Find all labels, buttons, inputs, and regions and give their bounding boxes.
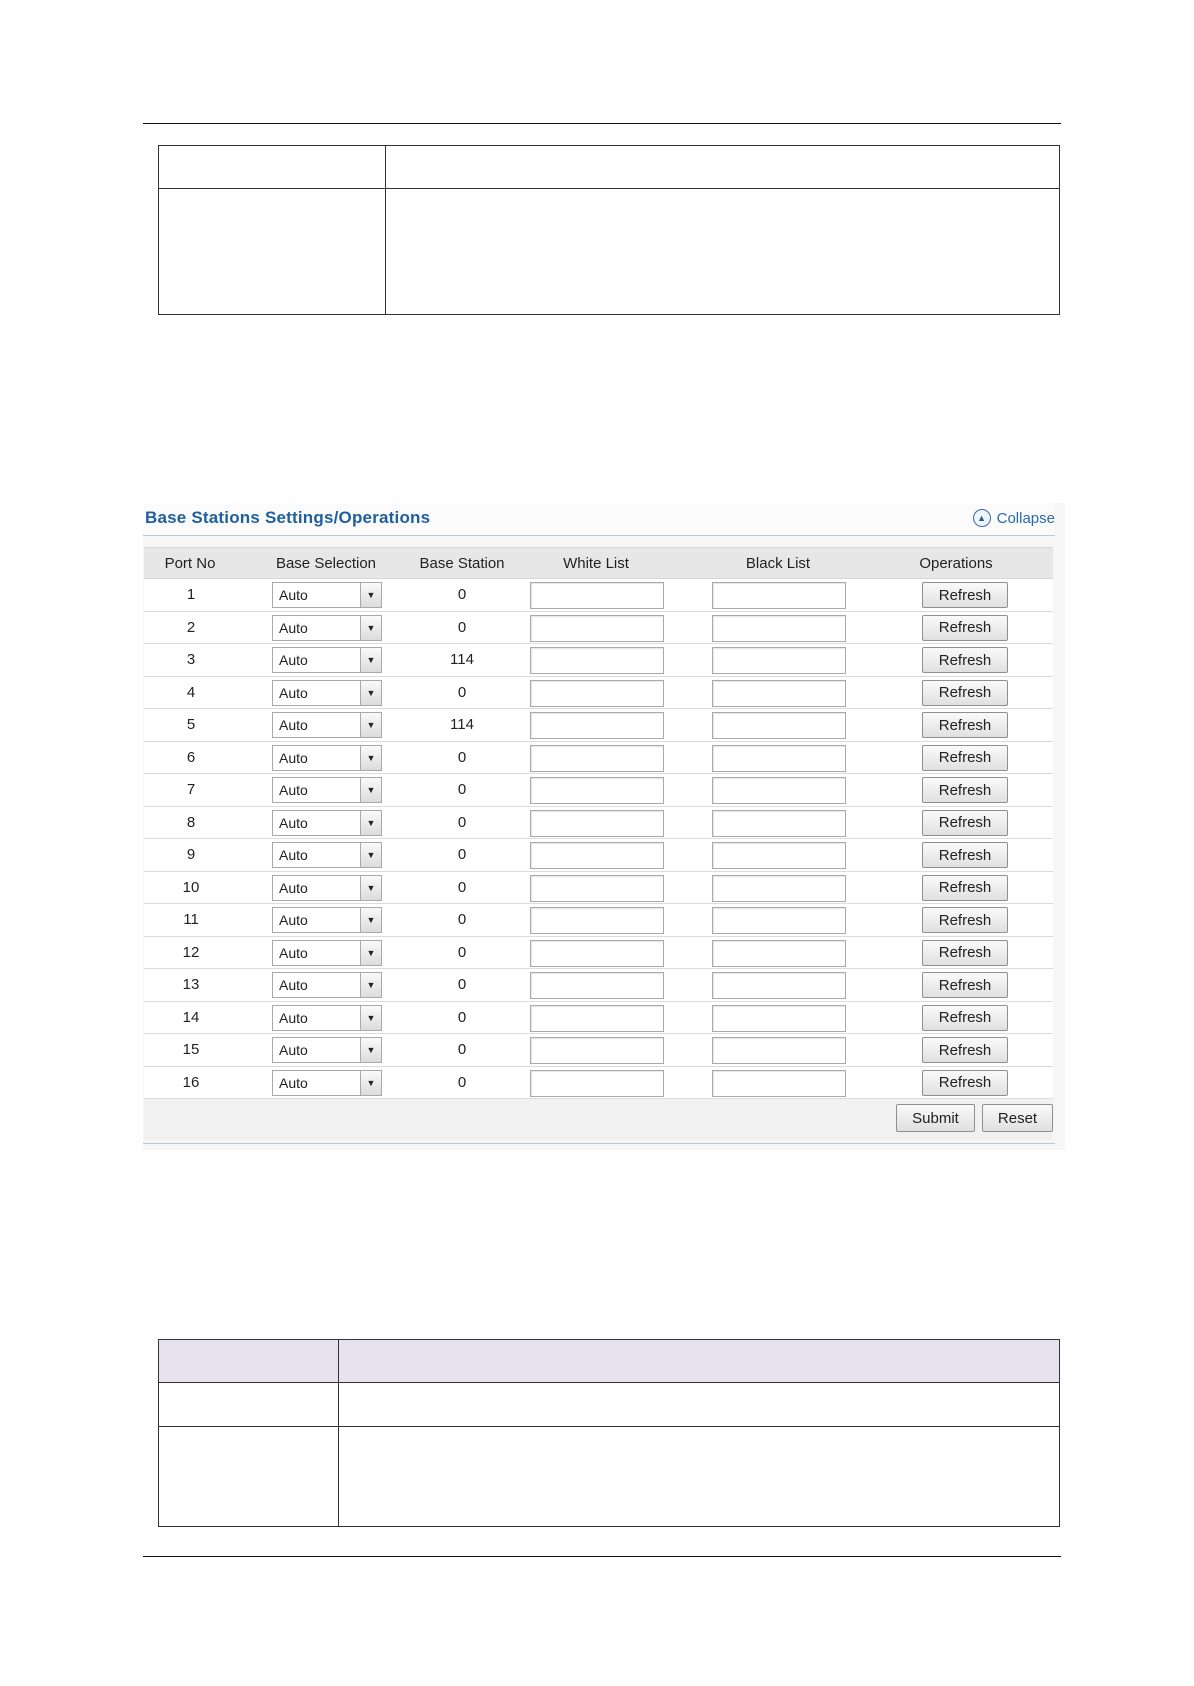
port-no-cell: 12 [182, 943, 200, 961]
base-selection-select[interactable] [272, 745, 382, 771]
port-no-cell: 1 [186, 586, 196, 603]
base-selection-value: Auto [279, 717, 308, 733]
port-no-cell: 8 [186, 813, 196, 831]
black-list-input[interactable] [712, 1070, 846, 1097]
collapse-up-icon[interactable]: ▲ [973, 509, 991, 527]
top-doc-table [158, 145, 1060, 315]
black-list-input[interactable] [712, 615, 846, 642]
base-selection-value: Auto [279, 879, 308, 896]
port-no-cell: 14 [182, 1008, 200, 1026]
base-selection-value: Auto [279, 1009, 308, 1026]
white-list-input[interactable] [530, 582, 664, 609]
dropdown-arrow-icon[interactable]: ▼ [360, 908, 381, 932]
dropdown-arrow-icon[interactable]: ▼ [360, 1006, 381, 1030]
refresh-button[interactable]: Refresh [922, 1037, 1008, 1063]
header-base-station: Base Station [419, 555, 505, 572]
refresh-button[interactable]: Refresh [922, 1005, 1008, 1031]
doc-cell [159, 189, 386, 315]
base-station-cell: 0 [457, 943, 467, 961]
table-row [144, 969, 1053, 1002]
table-row [144, 742, 1053, 775]
white-list-input[interactable] [530, 907, 664, 934]
dropdown-arrow-icon[interactable]: ▼ [360, 583, 381, 607]
table-row [144, 1067, 1053, 1100]
refresh-button[interactable]: Refresh [922, 777, 1008, 803]
refresh-button[interactable]: Refresh [922, 745, 1008, 771]
base-station-cell: 0 [457, 813, 467, 831]
panel-bottom-border [143, 1143, 1055, 1144]
reset-button[interactable]: Reset [982, 1104, 1053, 1132]
base-selection-select[interactable] [272, 875, 382, 901]
base-selection-value: Auto [279, 814, 308, 831]
base-selection-value: Auto [279, 944, 308, 961]
port-no-cell: 2 [186, 618, 196, 636]
base-selection-select[interactable] [272, 647, 382, 673]
base-station-cell: 0 [457, 683, 467, 701]
black-list-input[interactable] [712, 647, 846, 674]
table-row [144, 937, 1053, 970]
base-station-cell: 0 [457, 1008, 467, 1026]
base-selection-value: Auto [279, 1042, 308, 1058]
dropdown-arrow-icon[interactable]: ▼ [360, 973, 381, 997]
port-no-cell: 3 [186, 651, 196, 668]
dropdown-arrow-icon[interactable]: ▼ [360, 746, 381, 770]
table-row [144, 644, 1053, 677]
refresh-button[interactable]: Refresh [922, 647, 1008, 673]
refresh-button[interactable]: Refresh [922, 972, 1008, 998]
table-row [144, 839, 1053, 872]
base-selection-select[interactable] [272, 615, 382, 641]
doc-cell [339, 1383, 1060, 1427]
dropdown-arrow-icon[interactable]: ▼ [360, 681, 381, 705]
table-row [144, 872, 1053, 905]
dropdown-arrow-icon[interactable]: ▼ [360, 1071, 381, 1095]
base-selection-value: Auto [279, 912, 308, 928]
base-station-cell: 0 [457, 748, 467, 766]
base-station-cell: 0 [457, 878, 467, 896]
base-station-cell: 0 [457, 618, 467, 636]
base-station-cell: 0 [457, 976, 467, 993]
base-selection-value: Auto [279, 977, 308, 993]
dropdown-arrow-icon[interactable]: ▼ [360, 941, 381, 965]
base-selection-value: Auto [279, 847, 308, 863]
base-selection-select[interactable] [272, 907, 382, 933]
table-row [144, 579, 1053, 612]
table-row [144, 904, 1053, 937]
base-station-cell: 0 [457, 586, 467, 603]
dropdown-arrow-icon[interactable]: ▼ [360, 1038, 381, 1062]
black-list-input[interactable] [712, 972, 846, 999]
port-no-cell: 15 [182, 1041, 200, 1058]
doc-cell [386, 146, 1060, 189]
black-list-input[interactable] [712, 940, 846, 967]
refresh-button[interactable]: Refresh [922, 680, 1008, 706]
panel-title: Base Stations Settings/Operations [145, 508, 431, 527]
collapse-label[interactable]: Collapse [996, 509, 1055, 527]
white-list-input[interactable] [530, 777, 664, 804]
port-no-cell: 5 [186, 716, 196, 733]
port-no-cell: 9 [186, 846, 196, 863]
page-header-rule [143, 123, 1061, 124]
base-station-cell: 0 [457, 1041, 467, 1058]
base-selection-select[interactable] [272, 680, 382, 706]
white-list-input[interactable] [530, 1037, 664, 1064]
black-list-input[interactable] [712, 810, 846, 837]
doc-cell [159, 1383, 339, 1427]
black-list-input[interactable] [712, 907, 846, 934]
base-station-cell: 0 [457, 846, 467, 863]
table-header [144, 547, 1053, 579]
base-selection-select[interactable] [272, 712, 382, 738]
doc-cell [339, 1427, 1060, 1527]
refresh-button[interactable]: Refresh [922, 1070, 1008, 1096]
white-list-input[interactable] [530, 712, 664, 739]
white-list-input[interactable] [530, 615, 664, 642]
base-selection-select[interactable] [272, 940, 382, 966]
base-station-cell: 0 [457, 781, 467, 798]
refresh-button[interactable]: Refresh [922, 842, 1008, 868]
port-no-cell: 16 [182, 1073, 200, 1091]
black-list-input[interactable] [712, 777, 846, 804]
white-list-input[interactable] [530, 842, 664, 869]
table-row [144, 774, 1053, 807]
white-list-input[interactable] [530, 810, 664, 837]
table-row [144, 709, 1053, 742]
refresh-button[interactable]: Refresh [922, 712, 1008, 738]
refresh-button[interactable]: Refresh [922, 875, 1008, 901]
doc-header-cell [159, 1340, 339, 1383]
base-selection-select[interactable] [272, 1005, 382, 1031]
white-list-input[interactable] [530, 940, 664, 967]
base-station-cell: 114 [450, 651, 474, 668]
white-list-input[interactable] [530, 647, 664, 674]
white-list-input[interactable] [530, 1005, 664, 1032]
black-list-input[interactable] [712, 1037, 846, 1064]
black-list-input[interactable] [712, 680, 846, 707]
refresh-button[interactable]: Refresh [922, 615, 1008, 641]
base-station-cell: 0 [457, 911, 467, 928]
table-row [144, 1034, 1053, 1067]
bottom-doc-table [158, 1339, 1060, 1527]
white-list-input[interactable] [530, 972, 664, 999]
white-list-input[interactable] [530, 680, 664, 707]
panel-header [143, 503, 1055, 536]
header-operations: Operations [919, 555, 993, 572]
base-selection-select[interactable] [272, 810, 382, 836]
base-selection-value: Auto [279, 1074, 308, 1091]
dropdown-arrow-icon[interactable]: ▼ [360, 616, 381, 640]
doc-cell [159, 146, 386, 189]
table-body [144, 579, 1053, 1099]
black-list-input[interactable] [712, 1005, 846, 1032]
table-row [144, 677, 1053, 710]
dropdown-arrow-icon[interactable]: ▼ [360, 713, 381, 737]
white-list-input[interactable] [530, 1070, 664, 1097]
dropdown-arrow-icon[interactable]: ▼ [360, 876, 381, 900]
dropdown-arrow-icon[interactable]: ▼ [360, 778, 381, 802]
collapse-link[interactable] [973, 509, 1055, 527]
table-footer [144, 1099, 1053, 1140]
page-footer-rule [143, 1556, 1061, 1557]
black-list-input[interactable] [712, 712, 846, 739]
port-no-cell: 13 [182, 976, 200, 993]
submit-button[interactable]: Submit [896, 1104, 975, 1132]
base-selection-select[interactable] [272, 582, 382, 608]
header-base-selection: Base Selection [275, 555, 377, 572]
header-port-no: Port No [164, 555, 216, 572]
port-no-cell: 6 [186, 748, 196, 766]
base-selection-select[interactable] [272, 777, 382, 803]
header-black-list: Black List [745, 555, 811, 572]
base-selection-value: Auto [279, 652, 308, 668]
table-row [144, 1002, 1053, 1035]
black-list-input[interactable] [712, 842, 846, 869]
base-selection-select[interactable] [272, 842, 382, 868]
port-no-cell: 7 [186, 781, 196, 798]
base-selection-value: Auto [279, 749, 308, 766]
table-row [144, 807, 1053, 840]
base-selection-value: Auto [279, 782, 308, 798]
dropdown-arrow-icon[interactable]: ▼ [360, 843, 381, 867]
doc-cell [159, 1427, 339, 1527]
doc-cell [386, 189, 1060, 315]
base-selection-value: Auto [279, 684, 308, 701]
table-row [144, 612, 1053, 645]
dropdown-arrow-icon[interactable]: ▼ [360, 648, 381, 672]
base-selection-value: Auto [279, 619, 308, 636]
header-white-list: White List [563, 555, 629, 572]
base-selection-select[interactable] [272, 1037, 382, 1063]
port-no-cell: 10 [182, 878, 200, 896]
base-station-cell: 114 [450, 716, 474, 733]
base-selection-value: Auto [279, 587, 308, 603]
base-station-cell: 0 [457, 1073, 467, 1091]
white-list-input[interactable] [530, 745, 664, 772]
dropdown-arrow-icon[interactable]: ▼ [360, 811, 381, 835]
base-selection-select[interactable] [272, 1070, 382, 1096]
base-selection-select[interactable] [272, 972, 382, 998]
base-stations-table [144, 547, 1053, 1140]
refresh-button[interactable]: Refresh [922, 582, 1008, 608]
refresh-button[interactable]: Refresh [922, 810, 1008, 836]
refresh-button[interactable]: Refresh [922, 940, 1008, 966]
port-no-cell: 11 [183, 911, 199, 928]
white-list-input[interactable] [530, 875, 664, 902]
port-no-cell: 4 [186, 683, 196, 701]
black-list-input[interactable] [712, 582, 846, 609]
refresh-button[interactable]: Refresh [922, 907, 1008, 933]
black-list-input[interactable] [712, 875, 846, 902]
base-stations-panel [143, 503, 1065, 1150]
black-list-input[interactable] [712, 745, 846, 772]
doc-header-cell [339, 1340, 1060, 1383]
